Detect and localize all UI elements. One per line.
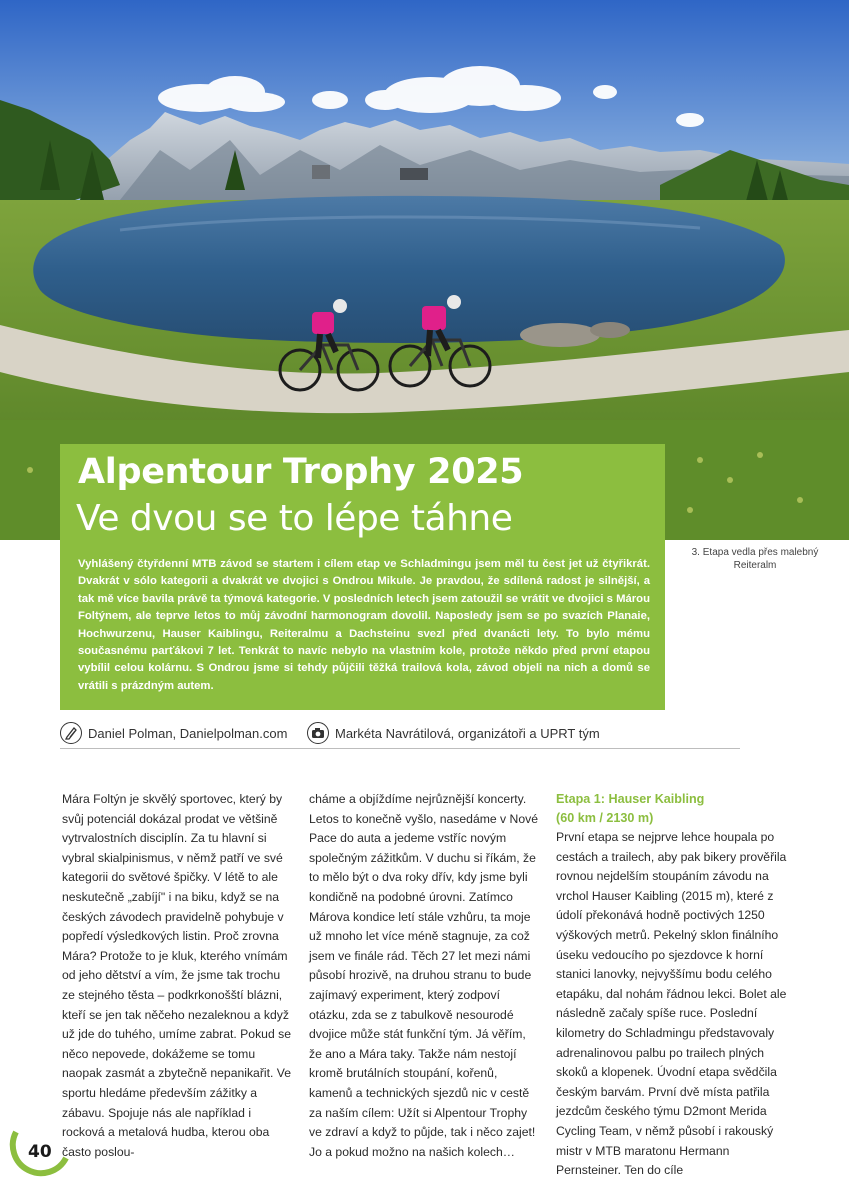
section-heading: [556, 790, 788, 828]
pen-icon: [60, 722, 82, 744]
title-panel: [60, 444, 665, 542]
section-heading-line2: (60 km / 2130 m): [556, 811, 654, 825]
lead-paragraph: Vyhlášený čtyřdenní MTB závod se startem i cílem etap ve Schladmingu jsem měl tu čest jet už čtyřikrát. Dvakrát v sólo kategorii a dvakrát ve dvojici s Ondrou Mikule. Je pravdou, že sdílená radost je silnější, a tak mě více bavila právě ta týmová kategorie. V posledních letech jsem zatoužil se vrátit ve dvojici s Márou Foltýnem, ale teprve letos to můj závodní harmonogram dovolil. Naposledy jsem se po svazích Planaie, Hochwurzenu, Hauser Kaiblingu, Reiteralmu a Dachsteinu svezl před dvanácti lety. To bylo mému současnému parťákovi 7 let. Tenkrát to navíc nebylo na vlastním kole, protože někdo před první etapou vybílil celou kolárnu. S Ondrou jsme si tehdy půjčili těžká trailová kola, závod objeli na nich a domů se vrátili s prázdným autem.: [78, 558, 650, 692]
text-column-3: [556, 790, 788, 1181]
camera-icon: [307, 722, 329, 744]
credits-bar: [60, 722, 800, 746]
author-credit: [60, 722, 287, 744]
text-column-1: [62, 790, 294, 1162]
text-column-2: [309, 790, 541, 1162]
article-subtitle: Ve dvou se to lépe táhne: [76, 498, 513, 539]
section-heading-line1: Etapa 1: Hauser Kaibling: [556, 792, 705, 806]
credits-divider: [60, 748, 740, 749]
photo-caption: 3. Etapa vedla přes malebný Reiteralm: [691, 547, 819, 571]
photo-credit: [307, 722, 600, 744]
page-number: 40: [28, 1142, 52, 1162]
author-credit-text: Daniel Polman, Danielpolman.com: [88, 725, 288, 741]
column-2-text: cháme a objíždíme nejrůznější koncerty. Letos to konečně vyšlo, nasedáme v Nové Pace do auta a jedeme vstříc novým společným zážitkům. V duchu si říkám, že to mělo být o dva roky dřív, kdy jsme byli kondičně na podobné úrovni. Zatímco Márova kondice letí stále vzhůru, ta moje už mnoho let více méně stagnuje, za což jsem ve finále rád. Těch 27 let mezi námi působí hrozivě, na druhou stranu to bude zajímavý experiment, který zodpoví otázku, zda se z tabulkově nesourodé dvojice může stát funkční tým. Já věřím, že ano a Mára taky. Takže nám nestojí kromě brutálních stoupání, kořenů, kamenů a technických sjezdů nic v cestě za naším cílem: Užít si Alpentour Trophy ve zdraví a když to půjde, tak i něco zajet! Jo a pokud možno na našich kolech…: [309, 792, 538, 1159]
column-1-text: Mára Foltýn je skvělý sportovec, který by svůj potenciál dokázal prodat ve většině vytrvalostních disciplín. Za tu hlavní si vybral skialpinismus, v němž patří ve své kategorii do světové špičky. V létě to ale neskutečně „zabíjí" i na biku, když se na českých závodech pravidelně pohybuje v popředí výsledkových listin. Proč zrovna Mára? Protože to je kluk, kterého vnímám od jeho dětství a vím, že jsme tak trochu ze stejného těsta – podkrkonošští blázni, kteří se jen tak něčeho nezaleknou a když už jde do tuhého, umíme zabrat. Pokud se něco nepovede, dokážeme se tomu naopak zasmát a zbytečně nepanikařit. Ve sportu hledáme především zážitky a zábavu. Spojuje nás ale například i rocková a metalová hudba, kterou oba často poslou-: [62, 792, 291, 1159]
article-title: Alpentour Trophy 2025: [78, 452, 524, 492]
lead-panel: [60, 542, 665, 710]
column-3-text: První etapa se nejprve lehce houpala po cestách a trailech, aby pak bikery prověřila rovnou nejdelším stoupáním závodu na vrchol Hauser Kaibling (2015 m), které z údolí překonává hodně poctivých 1250 výškových metrů. Pekelný sklon finálního úseku vedoucího po sjezdovce k horní stanici lanovky, nejvyššímu bodu celého etapáku, dal nohám řádnou lekci. Bolet ale následně začaly spíše ruce. Poslední kilometry do Schladmingu představovaly adrenalinovou palbu po trailech plných skoků a klopenek. Úvodní etapa svědčila českým barvám. První dvě místa patřila jezdcům českého týmu D2mont Merida Cycling Team, v němž působí i rakouský mistr v MTB maratonu Hermann Pernsteiner. Ten do cíle: [556, 830, 787, 1178]
photo-credit-text: Markéta Navrátilová, organizátoři a UPRT tým: [335, 725, 600, 741]
